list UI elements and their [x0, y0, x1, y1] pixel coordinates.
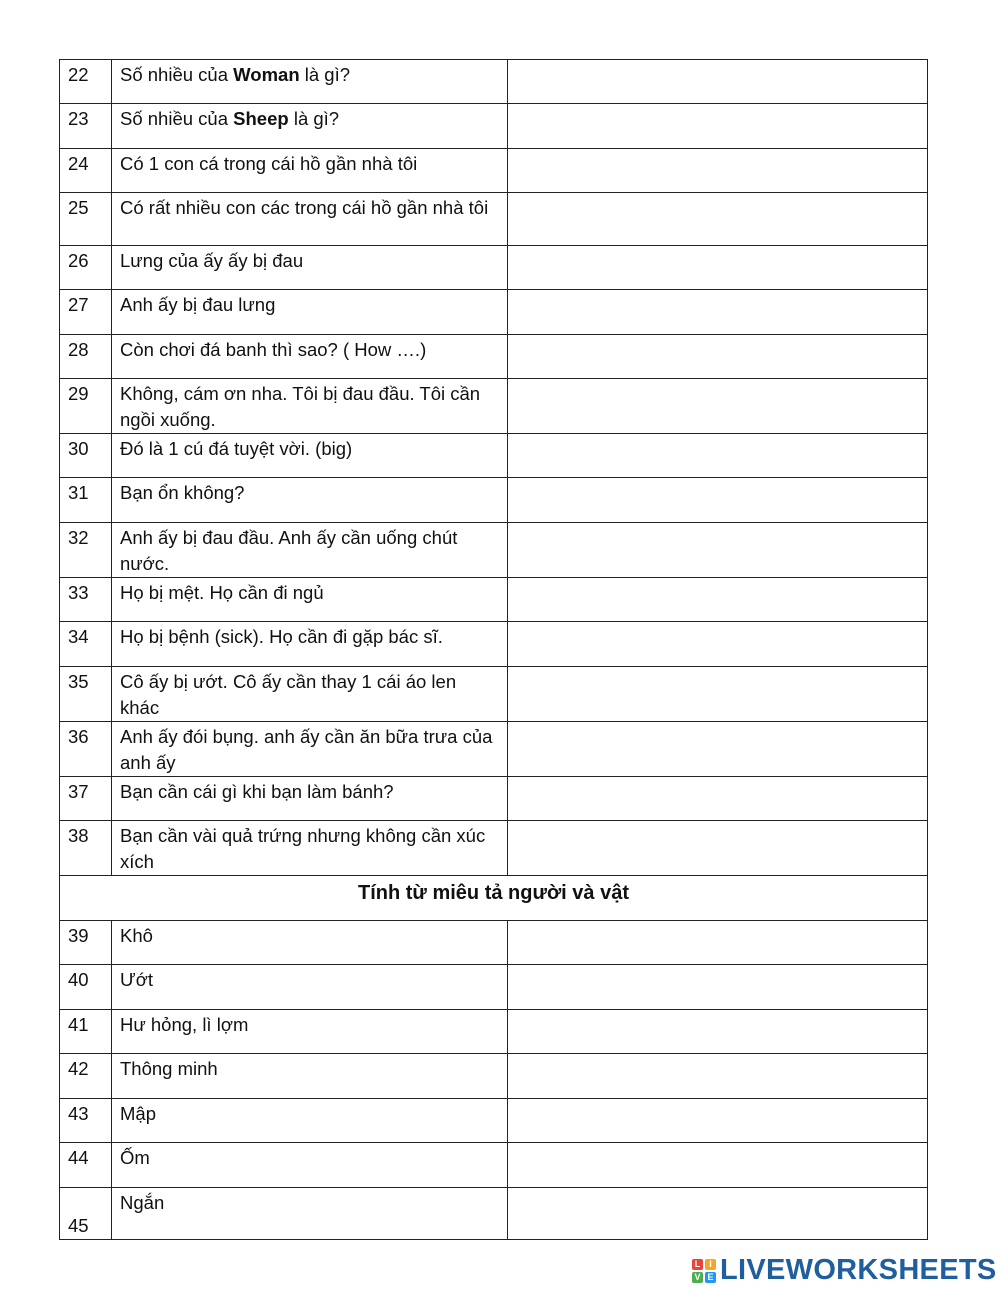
question-text: Thông minh: [112, 1054, 508, 1099]
row-number: 34: [60, 622, 112, 667]
answer-cell[interactable]: [508, 578, 928, 622]
answer-cell[interactable]: [508, 1099, 928, 1143]
question-text: Anh ấy bị đau lưng: [112, 290, 508, 335]
answer-cell[interactable]: [508, 246, 928, 290]
row-number: 31: [60, 478, 112, 523]
answer-input[interactable]: [508, 1145, 927, 1167]
question-text: [112, 60, 508, 104]
question-text: Đó là 1 cú đá tuyệt vời. (big): [112, 434, 508, 478]
row-number: 42: [60, 1054, 112, 1099]
table-row: [60, 149, 928, 193]
table-row: [60, 290, 928, 335]
answer-input[interactable]: [508, 436, 927, 458]
answer-input[interactable]: [508, 823, 927, 845]
table-row: [60, 722, 928, 777]
row-number: 24: [60, 149, 112, 193]
row-number: 32: [60, 523, 112, 578]
row-number: 28: [60, 335, 112, 379]
logo-tile: L: [692, 1259, 703, 1270]
question-text: [112, 104, 508, 149]
question-text: Bạn cần vài quả trứng nhưng không cần xúc xích: [112, 821, 508, 876]
liveworksheets-logo-icon: [692, 1259, 716, 1283]
answer-cell[interactable]: [508, 622, 928, 667]
answer-cell[interactable]: [508, 478, 928, 523]
table-row: [60, 965, 928, 1010]
table-row: [60, 622, 928, 667]
table-row: [60, 1188, 928, 1240]
answer-input[interactable]: [508, 337, 927, 359]
question-text-part: Số nhiều của: [120, 108, 234, 129]
row-number: 44: [60, 1143, 112, 1188]
answer-cell[interactable]: [508, 667, 928, 722]
row-number: 39: [60, 921, 112, 965]
answer-input[interactable]: [508, 624, 927, 646]
worksheet-body: [60, 60, 928, 1240]
answer-input[interactable]: [508, 779, 927, 801]
answer-cell[interactable]: [508, 1010, 928, 1054]
question-text: Bạn ổn không?: [112, 478, 508, 523]
question-text: Cô ấy bị ướt. Cô ấy cần thay 1 cái áo len khác: [112, 667, 508, 722]
answer-input[interactable]: [508, 151, 927, 173]
table-row: [60, 60, 928, 104]
answer-cell[interactable]: [508, 379, 928, 434]
logo-tile: V: [692, 1272, 703, 1283]
answer-cell[interactable]: [508, 722, 928, 777]
question-text: Có rất nhiều con các trong cái hồ gần nhà tôi: [112, 193, 508, 246]
row-number: 23: [60, 104, 112, 149]
question-text: Lưng của ấy ấy bị đau: [112, 246, 508, 290]
table-row: [60, 1099, 928, 1143]
answer-cell[interactable]: [508, 965, 928, 1010]
question-text: Họ bị mệt. Họ cần đi ngủ: [112, 578, 508, 622]
answer-input[interactable]: [508, 62, 927, 84]
question-text: Hư hỏng, lì lợm: [112, 1010, 508, 1054]
table-row: [60, 1010, 928, 1054]
answer-cell[interactable]: [508, 60, 928, 104]
question-text: Có 1 con cá trong cái hồ gần nhà tôi: [112, 149, 508, 193]
liveworksheets-logo: [692, 1254, 997, 1287]
answer-input[interactable]: [508, 1101, 927, 1123]
table-row: [60, 246, 928, 290]
section-title: Tính từ miêu tả người và vật: [60, 876, 928, 921]
answer-cell[interactable]: [508, 523, 928, 578]
question-text: Ướt: [112, 965, 508, 1010]
row-number: 43: [60, 1099, 112, 1143]
answer-cell[interactable]: [508, 1054, 928, 1099]
row-number: 37: [60, 777, 112, 821]
table-row: [60, 821, 928, 876]
table-row: [60, 434, 928, 478]
question-text: Khô: [112, 921, 508, 965]
table-row: [60, 379, 928, 434]
question-keyword: Sheep: [233, 108, 289, 129]
row-number: 26: [60, 246, 112, 290]
table-row: [60, 523, 928, 578]
question-text: Không, cám ơn nha. Tôi bị đau đầu. Tôi cần ngồi xuống.: [112, 379, 508, 434]
answer-cell[interactable]: [508, 1143, 928, 1188]
question-text-part: Số nhiều của: [120, 64, 234, 85]
question-text-part: là gì?: [299, 64, 351, 85]
table-row: [60, 667, 928, 722]
logo-tile: I: [705, 1259, 716, 1270]
row-number: 40: [60, 965, 112, 1010]
answer-input[interactable]: [508, 1012, 927, 1034]
row-number: 38: [60, 821, 112, 876]
answer-input[interactable]: [508, 480, 927, 502]
answer-input[interactable]: [508, 525, 927, 547]
table-row: [60, 335, 928, 379]
answer-cell[interactable]: [508, 777, 928, 821]
row-number: 27: [60, 290, 112, 335]
question-keyword: Woman: [233, 64, 300, 85]
answer-input[interactable]: [508, 724, 927, 746]
question-text: Anh ấy bị đau đầu. Anh ấy cần uống chút nước.: [112, 523, 508, 578]
answer-input[interactable]: [508, 967, 927, 989]
table-row: [60, 1143, 928, 1188]
question-text-part: là gì?: [288, 108, 340, 129]
row-number: 22: [60, 60, 112, 104]
row-number: 36: [60, 722, 112, 777]
question-text: Mập: [112, 1099, 508, 1143]
liveworksheets-logo-text: LIVEWORKSHEETS: [720, 1254, 997, 1286]
answer-input[interactable]: [508, 923, 927, 945]
row-number: 33: [60, 578, 112, 622]
answer-input[interactable]: [508, 669, 927, 691]
answer-cell[interactable]: [508, 335, 928, 379]
answer-cell[interactable]: [508, 149, 928, 193]
worksheet-table: [59, 59, 928, 1240]
question-text: Ốm: [112, 1143, 508, 1188]
answer-input[interactable]: [508, 248, 927, 270]
table-row: [60, 1054, 928, 1099]
answer-input[interactable]: [508, 580, 927, 602]
section-header-row: [60, 876, 928, 921]
answer-input[interactable]: [508, 1190, 927, 1212]
logo-tile: E: [705, 1272, 716, 1283]
answer-input[interactable]: [508, 195, 927, 217]
answer-input[interactable]: [508, 106, 927, 128]
answer-cell[interactable]: [508, 290, 928, 335]
row-number: 35: [60, 667, 112, 722]
table-row: [60, 104, 928, 149]
table-row: [60, 921, 928, 965]
table-row: [60, 193, 928, 246]
answer-input[interactable]: [508, 1056, 927, 1078]
question-text: Bạn cần cái gì khi bạn làm bánh?: [112, 777, 508, 821]
answer-cell[interactable]: [508, 193, 928, 246]
row-number: 41: [60, 1010, 112, 1054]
table-row: [60, 478, 928, 523]
table-row: [60, 777, 928, 821]
answer-cell[interactable]: [508, 1188, 928, 1240]
row-number: 45: [60, 1188, 112, 1240]
answer-input[interactable]: [508, 381, 927, 403]
row-number: 30: [60, 434, 112, 478]
answer-cell[interactable]: [508, 434, 928, 478]
question-text: Anh ấy đói bụng. anh ấy cần ăn bữa trưa của anh ấy: [112, 722, 508, 777]
answer-cell[interactable]: [508, 821, 928, 876]
answer-cell[interactable]: [508, 921, 928, 965]
row-number: 29: [60, 379, 112, 434]
answer-cell[interactable]: [508, 104, 928, 149]
question-text: Họ bị bệnh (sick). Họ cần đi gặp bác sĩ.: [112, 622, 508, 667]
table-row: [60, 578, 928, 622]
question-text: Ngắn: [112, 1188, 508, 1240]
answer-input[interactable]: [508, 292, 927, 314]
row-number: 25: [60, 193, 112, 246]
question-text: Còn chơi đá banh thì sao? ( How ….): [112, 335, 508, 379]
